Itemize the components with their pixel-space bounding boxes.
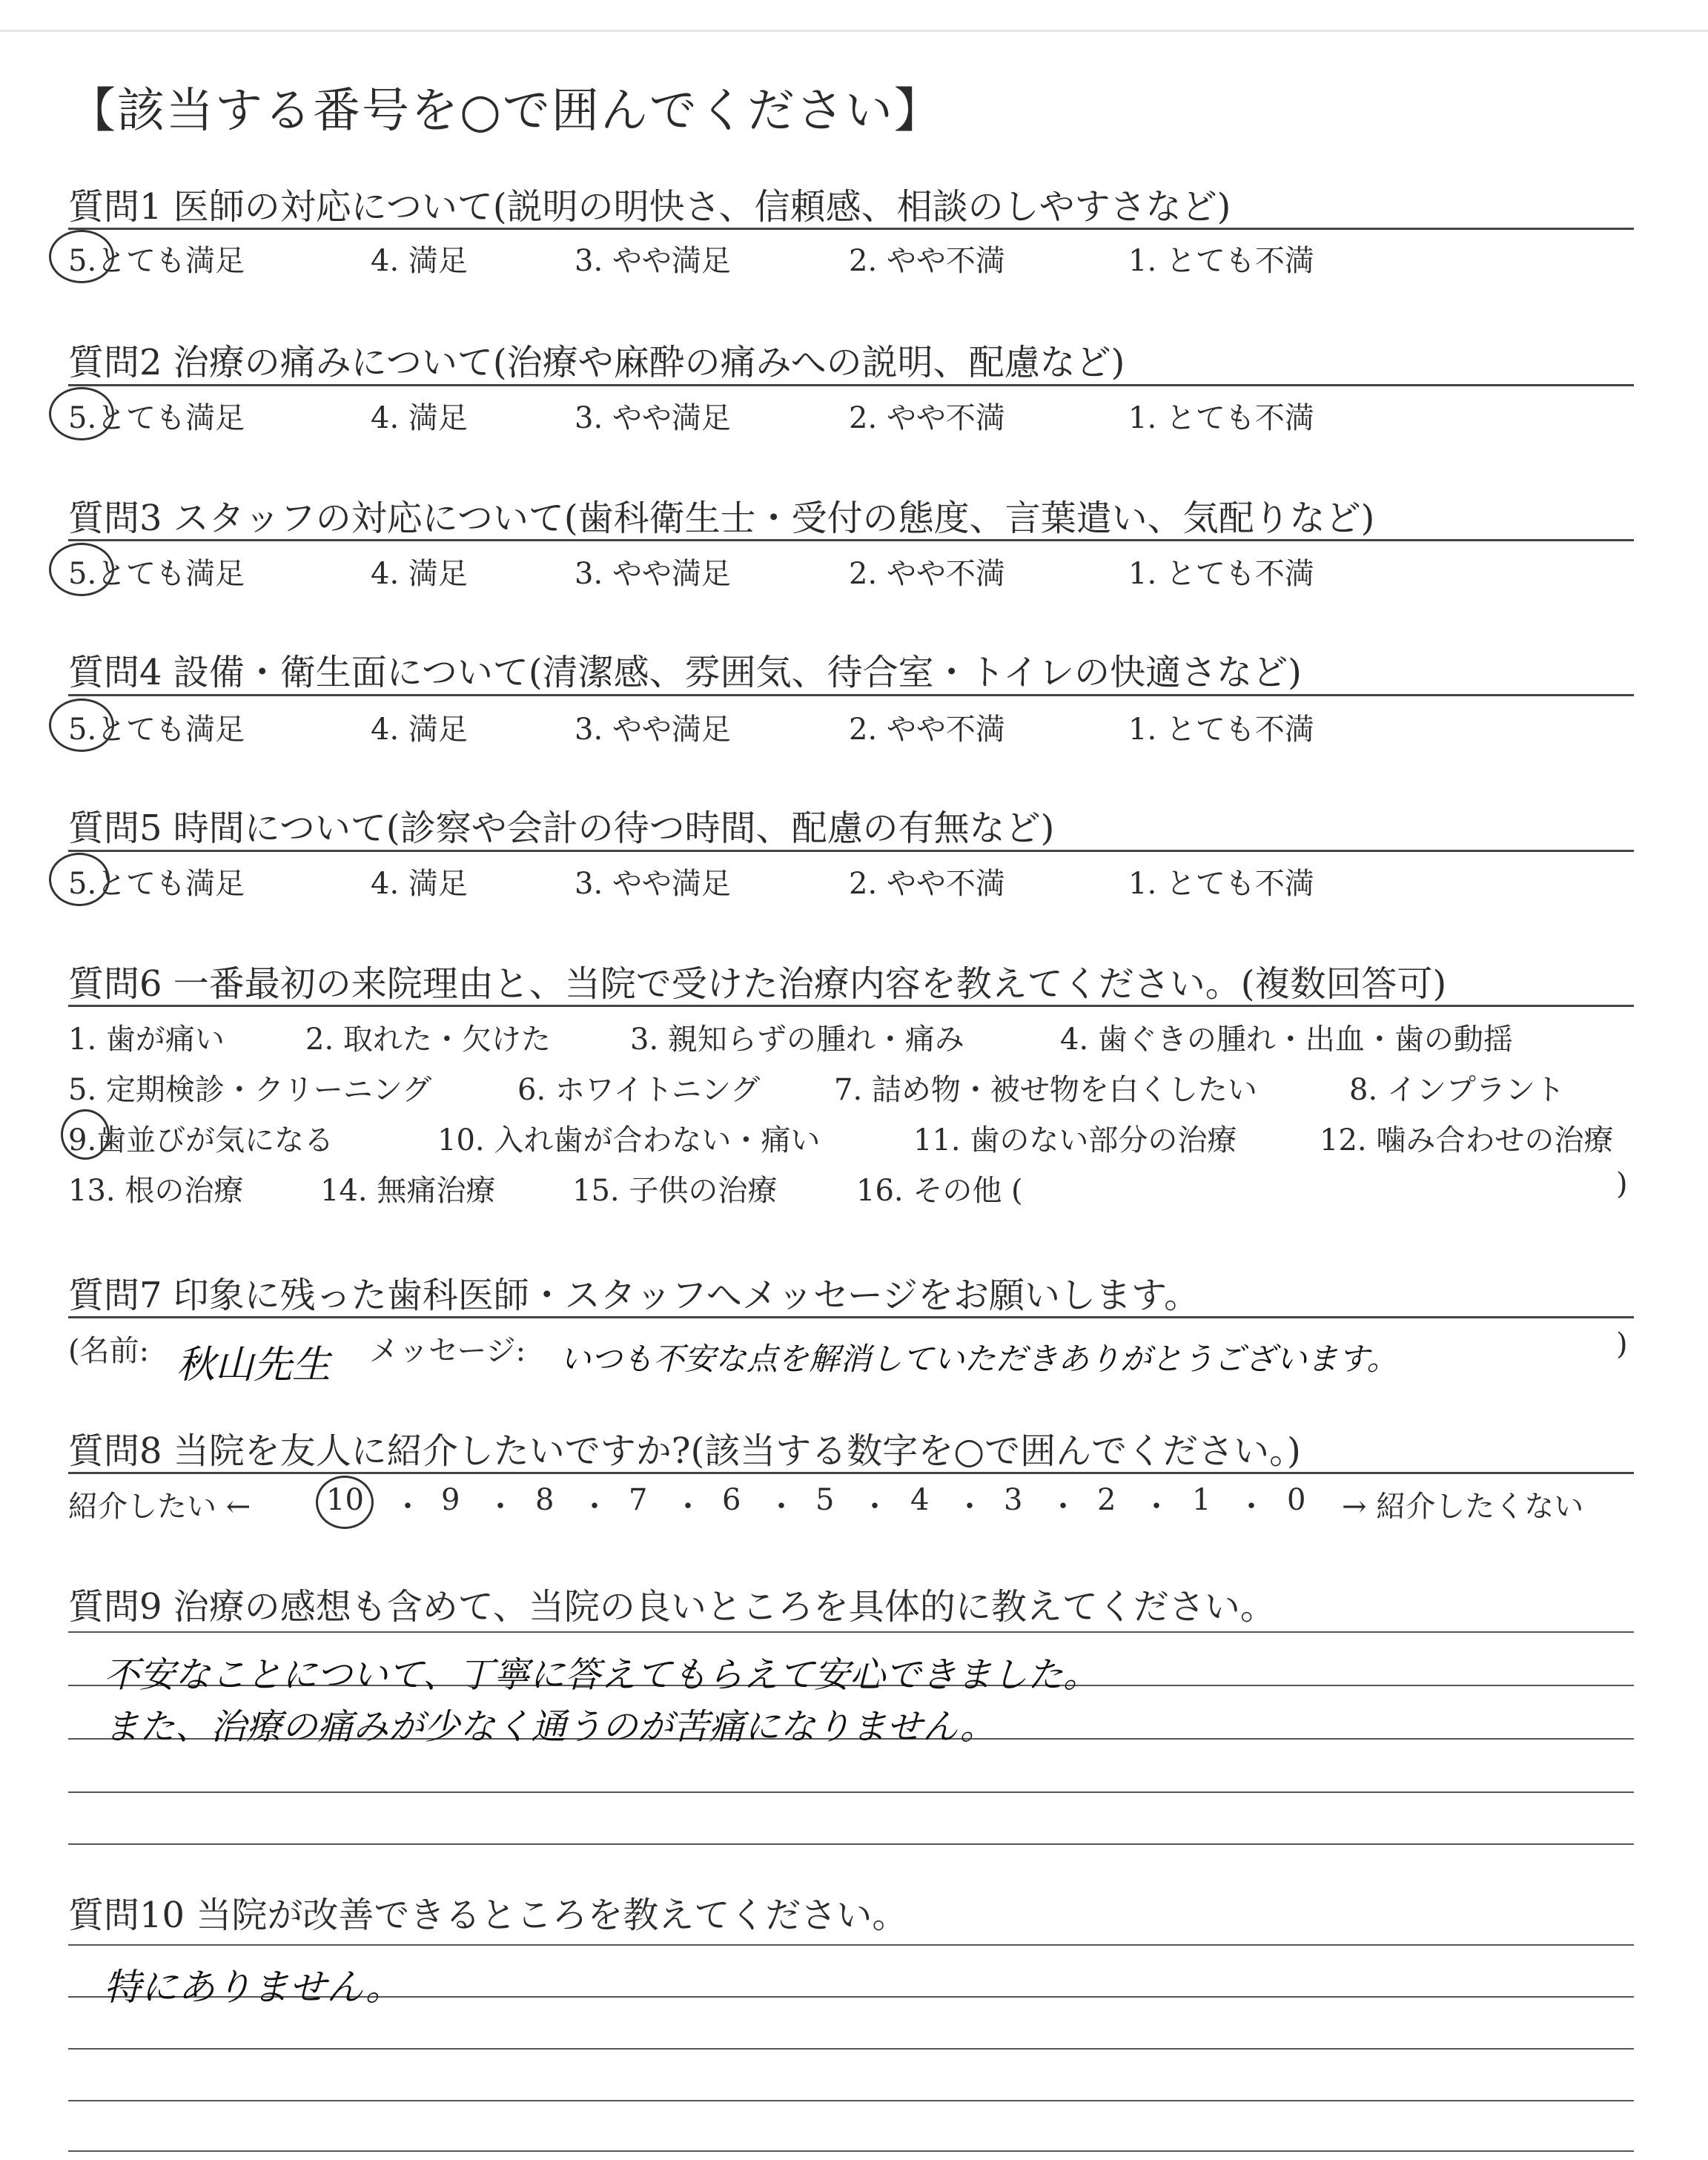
q1-option-3[interactable]: 3. やや満足 (575, 244, 731, 278)
question-1-label: 質問1 医師の対応について(説明の明快さ、信頼感、相談のしやすさなど) (68, 186, 1231, 228)
q6-option-12[interactable]: 12. 噛み合わせの治療 (1320, 1123, 1614, 1157)
q1-option-2[interactable]: 2. やや不満 (849, 244, 1005, 278)
q5-option-1[interactable]: 1. とても不満 (1128, 867, 1314, 901)
q8-separator: ・ (673, 1490, 703, 1524)
q10-answer-line (68, 2048, 1634, 2050)
q6-option-11[interactable]: 11. 歯のない部分の治療 (913, 1123, 1237, 1157)
question-2-rule (68, 384, 1634, 386)
q8-option-1[interactable]: 1 (1192, 1483, 1211, 1517)
question-6-label: 質問6 一番最初の来院理由と、当院で受けた治療内容を教えてください。(複数回答可) (68, 963, 1447, 1005)
q3-option-5[interactable]: 5.とても満足 (68, 557, 245, 591)
q5-answer-circle (49, 853, 110, 906)
q1-option-1[interactable]: 1. とても不満 (1128, 244, 1314, 278)
q2-answer-circle (49, 387, 114, 440)
q8-separator: ・ (955, 1490, 984, 1524)
question-5-label: 質問5 時間について(診察や会計の待つ時間、配慮の有無など) (68, 807, 1055, 849)
q4-answer-circle (49, 698, 114, 752)
q3-option-2[interactable]: 2. やや不満 (849, 557, 1005, 591)
q2-option-5[interactable]: 5.とても満足 (68, 401, 245, 435)
q6-other-close: ) (1616, 1167, 1628, 1201)
q10-answer-handwritten: 特にありません。 (104, 1966, 403, 2009)
question-4-label: 質問4 設備・衛生面について(清潔感、雰囲気、待合室・トイレの快適さなど) (68, 652, 1302, 693)
q6-option-10[interactable]: 10. 入れ歯が合わない・痛い (437, 1123, 821, 1157)
q8-option-0[interactable]: 0 (1287, 1483, 1306, 1517)
q6-option-7[interactable]: 7. 詰め物・被せ物を白くしたい (834, 1073, 1257, 1107)
q8-separator: ・ (1237, 1490, 1266, 1524)
q4-option-1[interactable]: 1. とても不満 (1128, 713, 1314, 747)
q6-option-2[interactable]: 2. 取れた・欠けた (305, 1023, 551, 1057)
q8-separator: ・ (1142, 1490, 1171, 1524)
question-4-rule (68, 694, 1634, 696)
q8-right-label: → 紹介したくない (1342, 1490, 1584, 1524)
q3-option-4[interactable]: 4. 満足 (371, 557, 468, 591)
question-2-label: 質問2 治療の痛みについて(治療や麻酔の痛みへの説明、配慮など) (68, 342, 1125, 383)
q1-answer-circle (49, 230, 114, 283)
q4-option-2[interactable]: 2. やや不満 (849, 713, 1005, 747)
q3-option-1[interactable]: 1. とても不満 (1128, 557, 1314, 591)
q4-option-5[interactable]: 5.とても満足 (68, 713, 245, 747)
q5-option-4[interactable]: 4. 満足 (371, 867, 468, 901)
q8-separator: ・ (1048, 1490, 1078, 1524)
q10-answer-line (68, 2100, 1634, 2101)
q3-option-3[interactable]: 3. やや満足 (575, 557, 731, 591)
q5-option-5[interactable]: 5.とても満足 (68, 867, 245, 901)
question-5-rule (68, 850, 1634, 852)
q6-option-9[interactable]: 9.歯並びが気になる (68, 1123, 334, 1157)
page-title: 【該当する番号を○で囲んでください】 (68, 84, 943, 139)
q2-option-1[interactable]: 1. とても不満 (1128, 401, 1314, 435)
q8-separator: ・ (393, 1490, 423, 1524)
q7-message-label: メッセージ: (369, 1334, 526, 1368)
q8-option-9[interactable]: 9 (441, 1483, 460, 1517)
q2-option-2[interactable]: 2. やや不満 (849, 401, 1005, 435)
q6-option-6[interactable]: 6. ホワイトニング (517, 1073, 761, 1107)
q9-answer-handwritten-1: 不安なことについて、丁寧に答えてもらえて安心できました。 (104, 1654, 1099, 1696)
q8-option-6[interactable]: 6 (722, 1483, 741, 1517)
q5-option-2[interactable]: 2. やや不満 (849, 867, 1005, 901)
q6-option-8[interactable]: 8. インプラント (1349, 1073, 1565, 1107)
q6-option-14[interactable]: 14. 無痛治療 (320, 1174, 496, 1208)
question-9-label: 質問9 治療の感想も含めて、当院の良いところを具体的に教えてください。 (68, 1586, 1276, 1628)
q6-option-4[interactable]: 4. 歯ぐきの腫れ・出血・歯の動揺 (1060, 1023, 1513, 1057)
q7-message-handwritten: いつも不安な点を解消していただきありがとうございます。 (560, 1341, 1398, 1377)
q6-option-13[interactable]: 13. 根の治療 (68, 1174, 244, 1208)
q1-option-4[interactable]: 4. 満足 (371, 244, 468, 278)
q7-name-label: (名前: (68, 1334, 150, 1368)
q1-option-5[interactable]: 5.とても満足 (68, 244, 245, 278)
q6-option-1[interactable]: 1. 歯が痛い (68, 1023, 225, 1057)
scan-edge (0, 30, 1708, 32)
q7-name-handwritten: 秋山先生 (176, 1343, 331, 1387)
question-3-label: 質問3 スタッフの対応について(歯科衛生士・受付の態度、言葉遣い、気配りなど) (68, 498, 1375, 539)
q2-option-4[interactable]: 4. 満足 (371, 401, 468, 435)
q8-answer-circle (316, 1476, 374, 1529)
q10-answer-line (68, 2150, 1634, 2152)
q8-left-label: 紹介したい ← (68, 1490, 251, 1524)
question-8-label: 質問8 当院を友人に紹介したいですか?(該当する数字を○で囲んでください。) (68, 1430, 1301, 1472)
q4-option-4[interactable]: 4. 満足 (371, 713, 468, 747)
question-3-rule (68, 539, 1634, 541)
q7-close-paren: ) (1616, 1327, 1628, 1361)
q6-option-5[interactable]: 5. 定期検診・クリーニング (68, 1073, 432, 1107)
q8-option-3[interactable]: 3 (1004, 1483, 1023, 1517)
q8-separator: ・ (767, 1490, 796, 1524)
q9-answer-line (68, 1843, 1634, 1845)
question-10-label: 質問10 当院が改善できるところを教えてください。 (68, 1895, 908, 1936)
question-8-rule (68, 1472, 1634, 1474)
q8-separator: ・ (860, 1490, 890, 1524)
q8-option-5[interactable]: 5 (815, 1483, 835, 1517)
q8-option-10[interactable]: 10 (326, 1483, 364, 1517)
q9-answer-handwritten-2: また、治療の痛みが少なく通うのが苦痛になりません。 (104, 1706, 996, 1748)
q6-answer-circle (61, 1109, 110, 1160)
question-1-rule (68, 228, 1634, 230)
q5-option-3[interactable]: 3. やや満足 (575, 867, 731, 901)
q3-answer-circle (49, 543, 114, 596)
q9-answer-line (68, 1631, 1634, 1633)
q4-option-3[interactable]: 3. やや満足 (575, 713, 731, 747)
q8-separator: ・ (486, 1490, 515, 1524)
q6-option-16[interactable]: 16. その他 ( (856, 1174, 1023, 1208)
question-7-label: 質問7 印象に残った歯科医師・スタッフへメッセージをお願いします。 (68, 1275, 1200, 1316)
q8-option-4[interactable]: 4 (910, 1483, 930, 1517)
q2-option-3[interactable]: 3. やや満足 (575, 401, 731, 435)
question-6-rule (68, 1005, 1634, 1007)
q8-option-2[interactable]: 2 (1097, 1483, 1116, 1517)
q10-answer-line (68, 1944, 1634, 1946)
q6-option-15[interactable]: 15. 子供の治療 (572, 1174, 778, 1208)
question-7-rule (68, 1316, 1634, 1318)
q9-answer-line (68, 1791, 1634, 1793)
q6-option-3[interactable]: 3. 親知らずの腫れ・痛み (630, 1023, 964, 1057)
q8-option-7[interactable]: 7 (629, 1483, 648, 1517)
q8-separator: ・ (580, 1490, 609, 1524)
q8-option-8[interactable]: 8 (535, 1483, 555, 1517)
